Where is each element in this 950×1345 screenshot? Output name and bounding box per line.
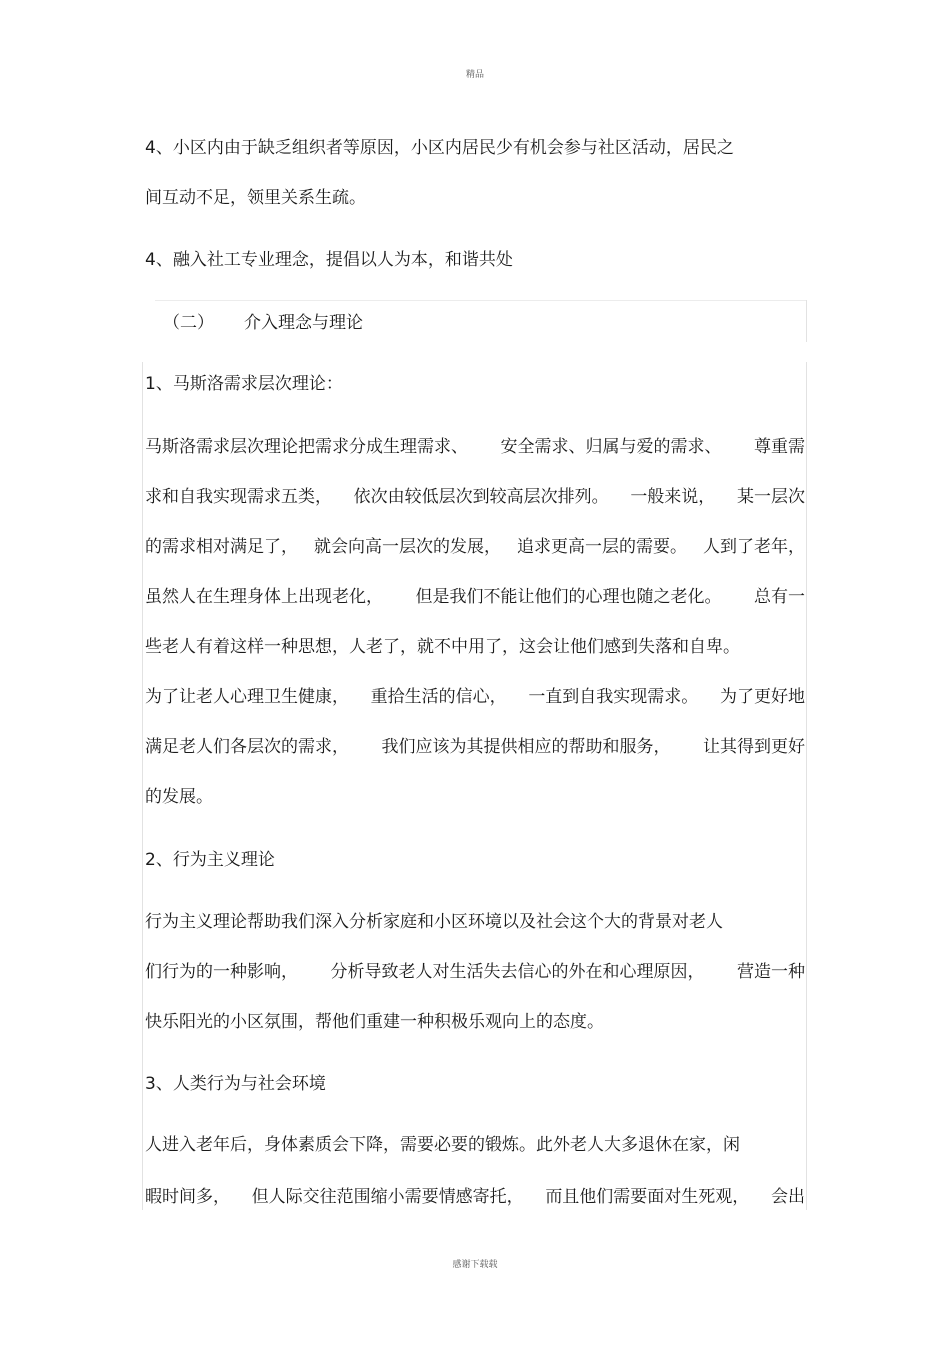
text-line — [145, 532, 805, 557]
page-footer: 感谢下载载 — [452, 1260, 498, 1270]
text-segment: 满足老人们各层次的需求， — [145, 737, 349, 757]
text-segment: 些老人有着这样一种思想，人老了，就不中用了，这会让他们感到失落和自卑。 — [145, 637, 740, 657]
text-segment: 间互动不足，领里关系生疏。 — [145, 188, 366, 208]
text-segment: 我们应该为其提供相应的帮助和服务， — [381, 737, 671, 757]
text-segment: 求和自我实现需求五类， — [145, 487, 332, 507]
text-segment: 但人际交往范围缩小需要情感寄托， — [251, 1187, 524, 1207]
text-segment: 一般来说， — [630, 487, 716, 507]
text-segment: 让其得到更好 — [703, 737, 805, 757]
text-segment: 但是我们不能让他们的心理也随之老化。 — [415, 587, 722, 607]
text-segment: 2、行为主义理论 — [145, 850, 275, 870]
text-segment: 人到了老年， — [703, 537, 805, 557]
text-segment: 而且他们需要面对生死观， — [545, 1187, 750, 1207]
text-segment: 依次由较低层次到较高层次排列。 — [353, 487, 609, 507]
text-line — [145, 245, 513, 270]
text-line — [145, 1130, 740, 1155]
text-segment: 3、人类行为与社会环境 — [145, 1074, 326, 1094]
text-segment: 1、马斯洛需求层次理论： — [145, 374, 343, 394]
text-segment: 们行为的一种影响， — [145, 962, 298, 982]
text-line — [145, 582, 805, 607]
text-line — [145, 1182, 805, 1207]
text-line — [145, 957, 805, 982]
text-segment: 为了更好地 — [719, 687, 805, 707]
text-line — [145, 1007, 604, 1032]
table-border-left — [142, 362, 143, 1210]
text-segment: 总有一 — [754, 587, 805, 607]
text-line — [145, 732, 805, 757]
page-header: 精品 — [465, 70, 484, 80]
text-segment: 行为主义理论帮助我们深入分析家庭和小区环境以及社会这个大的背景对老人 — [145, 912, 723, 932]
text-line — [145, 369, 343, 394]
text-segment: 营造一种 — [737, 962, 805, 982]
text-line — [145, 133, 734, 158]
text-segment: 某一层次 — [736, 487, 805, 507]
text-line — [145, 183, 366, 208]
text-segment: 会出 — [770, 1187, 805, 1207]
text-line — [145, 1069, 326, 1094]
text-line — [145, 482, 805, 507]
text-segment: 马斯洛需求层次理论把需求分成生理需求、 — [145, 437, 468, 457]
text-segment: 安全需求、归属与爱的需求、 — [500, 437, 722, 457]
text-segment: 4、融入社工专业理念，提倡以人为本，和谐共处 — [145, 250, 513, 270]
text-segment: （二） — [163, 313, 214, 333]
text-segment: 的发展。 — [145, 787, 213, 807]
text-segment: 介入理念与理论 — [244, 313, 363, 333]
text-line — [163, 308, 363, 333]
text-line — [145, 907, 723, 932]
text-segment: 的需求相对满足了， — [145, 537, 298, 557]
text-line — [145, 845, 275, 870]
text-segment: 暇时间多， — [145, 1187, 230, 1207]
text-line — [145, 432, 805, 457]
table-border-top — [155, 300, 806, 301]
text-segment: 4、小区内由于缺乏组织者等原因，小区内居民少有机会参与社区活动，居民之 — [145, 138, 734, 158]
text-line — [145, 682, 805, 707]
text-segment: 为了让老人心理卫生健康， — [145, 687, 349, 707]
text-segment: 重拾生活的信心， — [370, 687, 507, 707]
table-border-right — [806, 362, 807, 1210]
table-border-right — [806, 300, 807, 342]
text-line — [145, 632, 740, 657]
text-line — [145, 782, 213, 807]
text-segment: 尊重需 — [754, 437, 805, 457]
text-segment: 一直到自我实现需求。 — [528, 687, 699, 707]
text-segment: 追求更高一层的需要。 — [517, 537, 687, 557]
text-segment: 人进入老年后，身体素质会下降，需要必要的锻炼。此外老人大多退休在家，闲 — [145, 1135, 740, 1155]
text-segment: 虽然人在生理身体上出现老化， — [145, 587, 383, 607]
text-segment: 分析导致老人对生活失去信心的外在和心理原因， — [330, 962, 705, 982]
text-segment: 快乐阳光的小区氛围，帮他们重建一种积极乐观向上的态度。 — [145, 1012, 604, 1032]
text-segment: 就会向高一层次的发展， — [314, 537, 501, 557]
